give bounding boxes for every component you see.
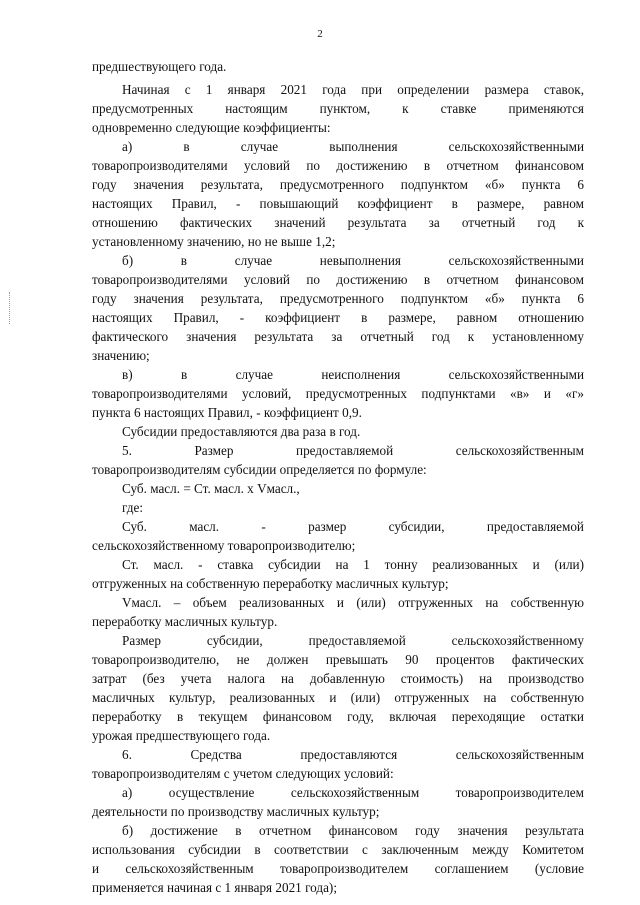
- text-line: товаропроизводителями условий, предусмотренных подпунктами «в» и «г»: [92, 386, 584, 401]
- text-line: где:: [122, 500, 143, 515]
- text-line: 6. Средства предоставляются сельскохозяйственным: [122, 747, 584, 762]
- text-line: товаропроизводителю, не должен превышать 90 процентов фактических: [92, 652, 584, 667]
- page-number: 2: [317, 28, 323, 40]
- text-line: Суб. масл. - размер субсидии, предоставляемой: [122, 519, 584, 534]
- text-line: переработку масличных культур.: [92, 614, 278, 629]
- text-line: Начиная с 1 января 2021 года при определении размера ставок,: [122, 82, 584, 97]
- text-line: товаропроизводителям с учетом следующих условий:: [92, 766, 394, 781]
- text-line: сельскохозяйственному товаропроизводителю;: [92, 538, 356, 553]
- text-line: отгруженных на собственную переработку масличных культур;: [92, 576, 449, 591]
- text-line: пункта 6 настоящих Правил, - коэффициент 0,9.: [92, 405, 362, 420]
- text-line: деятельности по производству масличных культур;: [92, 804, 380, 819]
- text-line: предшествующего года.: [92, 59, 227, 74]
- text-line: затрат (без учета налога на добавленную стоимость) на производство: [92, 671, 584, 686]
- text-line: урожая предшествующего года.: [92, 728, 271, 743]
- text-line: значению;: [92, 348, 150, 363]
- text-line: году значения результата, предусмотренного подпунктом «б» пункта 6: [92, 177, 584, 192]
- margin-mark: [9, 292, 11, 324]
- text-line: масличных культур, реализованных и (или) отгруженных на собственную: [92, 690, 584, 705]
- text-line: 5. Размер предоставляемой сельскохозяйственным: [122, 443, 584, 458]
- text-line: настоящих Правил, - коэффициент в размере, равном отношению: [92, 310, 584, 325]
- text-line: настоящих Правил, - повышающий коэффициент в размере, равном: [92, 196, 584, 211]
- text-line: б) в случае невыполнения сельскохозяйственными: [122, 253, 584, 268]
- text-line: Суб. масл. = Ст. масл. х Vмасл.,: [122, 481, 300, 496]
- text-line: товаропроизводителями условий по достижению в отчетном финансовом: [92, 272, 584, 287]
- text-line: в) в случае неисполнения сельскохозяйственными: [122, 367, 584, 382]
- text-line: а) осуществление сельскохозяйственным товаропроизводителем: [122, 785, 584, 800]
- text-line: фактического значения результата за отчетный год к установленному: [92, 329, 584, 344]
- text-line: отношению фактических значений результата за отчетный год к: [92, 215, 584, 230]
- text-line: одновременно следующие коэффициенты:: [92, 120, 331, 135]
- text-line: использования субсидии в соответствии с заключенным между Комитетом: [92, 842, 584, 857]
- text-line: применяется начиная с 1 января 2021 года);: [92, 880, 337, 895]
- text-line: а) в случае выполнения сельскохозяйственными: [122, 139, 584, 154]
- text-line: товаропроизводителями условий по достижению в отчетном финансовом: [92, 158, 584, 173]
- text-line: установленному значению, но не выше 1,2;: [92, 234, 336, 249]
- text-line: б) достижение в отчетном финансовом году значения результата: [122, 823, 584, 838]
- text-line: товаропроизводителям субсидии определяется по формуле:: [92, 462, 427, 477]
- text-line: и сельскохозяйственным товаропроизводителем соглашением (условие: [92, 861, 584, 876]
- text-line: Vмасл. – объем реализованных и (или) отгруженных на собственную: [122, 595, 584, 610]
- text-line: предусмотренных настоящим пунктом, к ставке применяются: [92, 101, 584, 116]
- text-line: году значения результата, предусмотренного подпунктом «б» пункта 6: [92, 291, 584, 306]
- text-line: Субсидии предоставляются два раза в год.: [122, 424, 361, 439]
- text-line: переработку в текущем финансовом году, включая переходящие остатки: [92, 709, 584, 724]
- text-line: Размер субсидии, предоставляемой сельскохозяйственному: [122, 633, 584, 648]
- text-line: Ст. масл. - ставка субсидии на 1 тонну реализованных и (или): [122, 557, 584, 572]
